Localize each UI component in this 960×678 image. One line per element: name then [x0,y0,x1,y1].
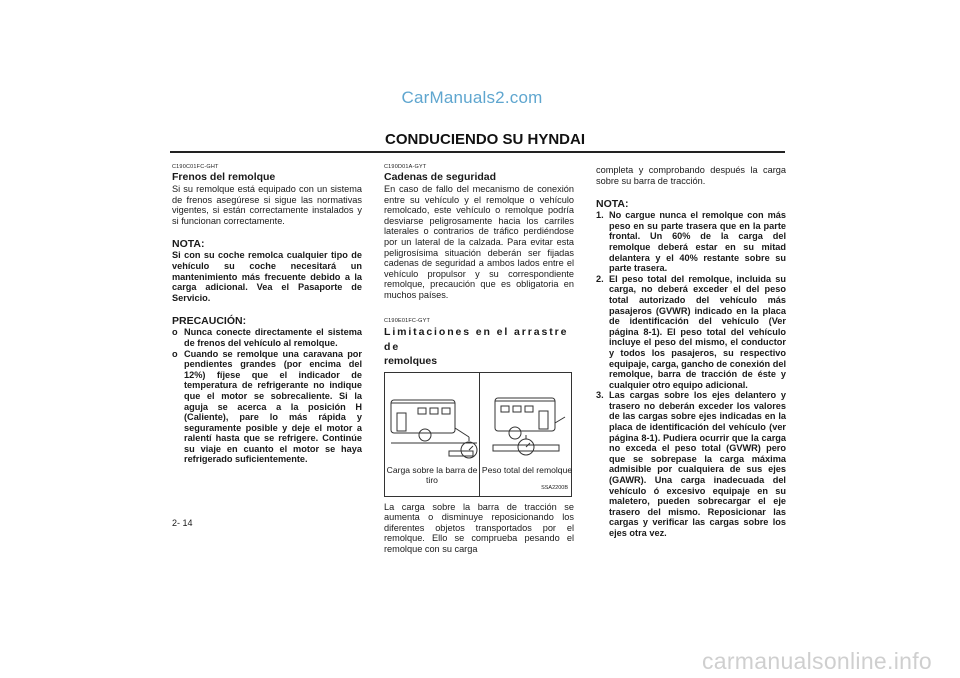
nota-list [596,210,786,538]
trailer-drawing-right [493,398,565,451]
list-item-text: Nunca conecte directamente el sistema de frenos del vehículo al remolque. [184,327,362,348]
caption-trailer-weight: Peso total del remolque [481,464,573,475]
section-heading-trailer-brakes: Frenos del remolque [172,171,276,183]
list-item-text: El peso total del remolque, incluida su carga, no deberá exceder el del peso total autorizado del vehículo más pasajeros (GVWR) indicado en la placa de identificación del vehículo (Ver página 8-1). El peso total del vehículo incluye el peso del mismo, el conductor y todos los pasajeros, su respectivo equipaje, carga, gancho de conexión del remolque, barra de tracción de éste y cualquier otro equipo adicional. [609,273,786,390]
watermark-top: CarManuals2.com [401,88,543,107]
column-middle [384,164,574,555]
nota-label: NOTA: [172,238,205,251]
list-item-text: Las cargas sobre los ejes delantero y trasero no deberán exceder los valores de las cargas sobre ejes indicadas en la placa de identificación del vehículo (ver página 8-1). Pudiera ocurrir que la carga no exceda el peso total (GVWR) pero que se sobrepase la carga máxima admisible por cualquiera de sus ejes (GAWR). Una carga inadecuada del vehículo ó excesivo equipaje en su maletero, pueden sobrecargar el eje trasero del mismo. Reposicionar las cargas y verificar las cargas sobre los ejes otra vez. [609,390,786,538]
section-heading-towing-limits: Limitaciones en el arrastre de [384,325,569,353]
page-header-title: CONDUCIENDO SU HYNDAI [384,131,585,148]
section-code: C190D01A-GYT [384,164,427,170]
header-rule [170,151,785,153]
trailer-drawing-left [391,400,477,456]
towing-figure [384,372,572,497]
list-item [172,349,362,466]
figure-divider [479,373,480,496]
list-marker: 3. [596,390,604,401]
list-item [596,390,786,538]
list-item-text: No cargue nunca el remolque con más peso en su parte trasera que en la parte frontal. Un 60% de la carga del remolque deberá estar en su mitad delantera y el 40% restante sobre su parte trasera. [609,210,786,274]
list-item [596,210,786,274]
nota-text: Si con su coche remolca cualquier tipo de vehículo su coche necesitará un mantenimiento más frecuente debido a la carga adicional. Vea el Pasaporte de Servicio. [172,250,362,303]
figure-code: SSA2200B [541,484,568,491]
list-marker: 2. [596,273,604,284]
precaucion-list [172,327,362,465]
column-right [596,165,786,539]
scale-icon-left [461,437,477,458]
list-item [596,274,786,391]
precaucion-label: PRECAUCIÓN: [172,315,247,328]
paragraph-safety-chains: En caso de fallo del mecanismo de conexión entre su vehículo y el remolque o vehículo remolcado, este vehículo o remolque podría desviarse peligrosamente hacia los carriles laterales o contrarios de tráfico perdiéndose por un lateral de la calzada. Para evitar esta peligrosísima situación deberán ser fijadas cadenas de seguridad a ambos lados entre el vehículo propulsor y su correspondiente remolque, precaución que es obligatoria en muchos países. [384,184,574,300]
section-heading-towing-limits-cont: remolques [384,354,438,367]
paragraph-continued: completa y comprobando después la carga sobre su barra de tracción. [596,165,786,186]
section-code: C190E01FC-GYT [384,317,431,324]
page-number: 2- 14 [172,518,193,528]
watermark-bottom: carmanualsonline.info [701,648,932,674]
nota-label: NOTA: [596,198,629,211]
list-item [172,327,362,348]
list-item-text: Cuando se remolque una caravana por pendientes grandes (por encima del 12%) fíjese que el indicador de temperatura de refrigerante no indique que el motor se sobrecaliente. Si la aguja se acerca a la posición H (Caliente), pare lo más rápida y seguramente posible y deje el motor a ralentí hasta que se refrigere. Continúe su viaje en cuanto el motor se haya refrigerado suficientemente. [184,348,362,465]
caption-tongue-load: Carga sobre la barra de tiro [386,464,478,486]
paragraph-trailer-brakes: Si su remolque está equipado con un sistema de frenos asegúrese si sigue las normativas vigentes, si están correctamente instalados y si funcionan correctamente. [172,184,362,226]
section-heading-safety-chains: Cadenas de seguridad [384,171,497,183]
list-marker: o [172,327,178,338]
column-left [172,164,362,465]
list-marker: 1. [596,210,604,221]
list-marker: o [172,348,178,359]
section-code: C190C01FC-GHT [172,164,219,170]
paragraph-tongue-load: La carga sobre la barra de tracción se aumenta o disminuye reposicionando los diferentes objetos transportados por el remolque. Ello se comprueba pesando el remolque con su carga [384,501,574,554]
